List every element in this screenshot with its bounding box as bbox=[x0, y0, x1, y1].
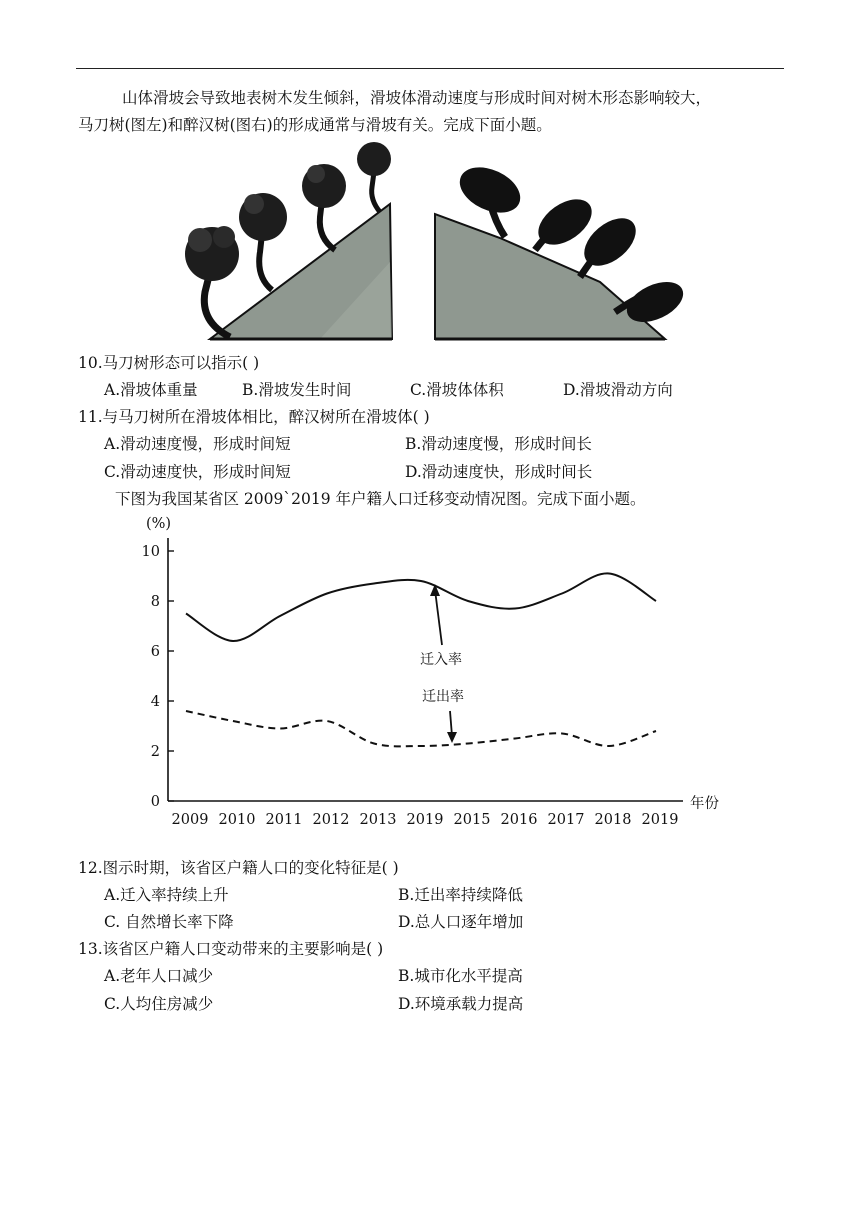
header-rule bbox=[76, 68, 784, 69]
y-tick-label: 2 bbox=[150, 744, 160, 760]
q11-option-d: D.滑动速度快，形成时间长 bbox=[405, 463, 593, 481]
q11-option-c: C.滑动速度快，形成时间短 bbox=[104, 463, 291, 481]
q10-option-c: C.滑坡体体积 bbox=[410, 381, 504, 399]
in-rate-series-line bbox=[186, 573, 656, 641]
q13-option-c: C.人均住房减少 bbox=[104, 995, 214, 1013]
q11-option-a: A.滑动速度慢，形成时间短 bbox=[104, 435, 291, 453]
x-tick-label: 2011 bbox=[265, 812, 303, 828]
intro-paragraph-line-1: 山体滑坡会导致地表树木发生倾斜，滑坡体滑动速度与形成时间对树木形态影响较大， bbox=[122, 89, 712, 107]
intro-paragraph-line-2: 马刀树(图左)和醉汉树(图右)的形成通常与滑坡有关。完成下面小题。 bbox=[78, 116, 552, 134]
q10-option-b: B.滑坡发生时间 bbox=[242, 381, 352, 399]
q12-option-d: D.总人口逐年增加 bbox=[398, 913, 524, 931]
q10-option-a: A.滑坡体重量 bbox=[104, 381, 198, 399]
q10-stem: 10.马刀树形态可以指示( ) bbox=[78, 354, 260, 372]
q12-option-b: B.迁出率持续降低 bbox=[398, 886, 523, 904]
x-tick-label: 2016 bbox=[500, 812, 538, 828]
chart-intro: 下图为我国某省区 2009`2019 年户籍人口迁移变动情况图。完成下面小题。 bbox=[115, 490, 646, 508]
in-rate-annotation: 迁入率 bbox=[420, 652, 462, 668]
y-tick-label: 8 bbox=[150, 594, 160, 610]
landslide-trees-figure bbox=[160, 142, 705, 342]
y-tick-label: 10 bbox=[141, 544, 160, 560]
migration-line-chart bbox=[130, 510, 730, 840]
q11-stem: 11.与马刀树所在滑坡体相比，醉汉树所在滑坡体( ) bbox=[78, 408, 430, 426]
x-tick-label: 2012 bbox=[312, 812, 350, 828]
x-tick-label: 2013 bbox=[359, 812, 397, 828]
y-tick-label: 6 bbox=[150, 644, 160, 660]
out-rate-arrow-head bbox=[447, 732, 457, 743]
x-tick-label: 2018 bbox=[594, 812, 632, 828]
sabre-trees-illustration bbox=[185, 142, 392, 339]
q10-option-d: D.滑坡滑动方向 bbox=[563, 381, 673, 399]
drunken-trees-illustration bbox=[435, 158, 689, 339]
q13-option-b: B.城市化水平提高 bbox=[398, 967, 523, 985]
out-rate-annotation: 迁出率 bbox=[422, 689, 464, 705]
q11-option-b: B.滑动速度慢，形成时间长 bbox=[405, 435, 592, 453]
x-tick-label: 2010 bbox=[218, 812, 256, 828]
q12-stem: 12.图示时期，该省区户籍人口的变化特征是( ) bbox=[78, 859, 399, 877]
x-tick-label: 2009 bbox=[171, 812, 209, 828]
q12-option-c: C. 自然增长率下降 bbox=[104, 913, 234, 931]
q13-option-d: D.环境承载力提高 bbox=[398, 995, 524, 1013]
y-tick-label: 4 bbox=[150, 694, 160, 710]
q12-option-a: A.迁入率持续上升 bbox=[104, 886, 229, 904]
q13-stem: 13.该省区户籍人口变动带来的主要影响是( ) bbox=[78, 940, 384, 958]
y-axis-unit-label: (%) bbox=[146, 516, 172, 532]
x-tick-label: 2019 bbox=[406, 812, 444, 828]
x-tick-label: 2019 bbox=[641, 812, 679, 828]
out-rate-series-line bbox=[186, 711, 656, 746]
x-axis-label: 年份 bbox=[690, 796, 719, 812]
y-tick-label: 0 bbox=[150, 794, 160, 810]
x-tick-label: 2015 bbox=[453, 812, 491, 828]
in-rate-arrow-head bbox=[430, 584, 440, 596]
x-tick-label: 2017 bbox=[547, 812, 585, 828]
in-rate-arrow-line bbox=[435, 590, 442, 645]
q13-option-a: A.老年人口减少 bbox=[104, 967, 214, 985]
